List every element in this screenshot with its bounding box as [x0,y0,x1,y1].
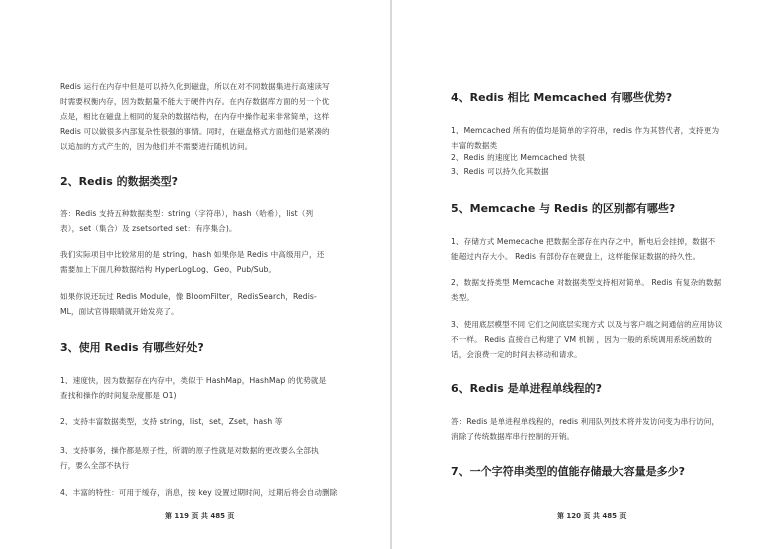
section-3-paragraph-2: 2、支持丰富数据类型，支持 string，list，set，Zset，hash 等 [60,417,283,426]
page-number-footer: 第 120 页 共 485 页 [557,512,627,520]
section-6-heading: 6、Redis 是单进程单线程的? [451,382,602,395]
section-4-paragraph-1: 1、Memcached 所有的值均是简单的字符串，redis 作为其替代者，支持更为丰富的数据类 [451,126,720,150]
section-2-paragraph-3: 如果你说还玩过 Redis Module，像 BloomFilter，RedisSearch，Redis-ML，面试官得眼睛就开始发亮了。 [60,292,317,316]
section-2-heading: 2、Redis 的数据类型? [60,175,178,188]
section-5-paragraph-1: 1、存储方式 Memecache 把数据全部存在内存之中，断电后会挂掉，数据不能超过内存大小。 Redis 有部份存在硬盘上，这样能保证数据的持久性。 [451,237,716,261]
section-4-heading: 4、Redis 相比 Memcached 有哪些优势? [451,91,673,104]
section-7-heading: 7、一个字符串类型的值能存储最大容量是多少? [451,465,686,478]
page-number-footer: 第 119 页 共 485 页 [165,512,235,520]
section-4-paragraph-3: 3、Redis 可以持久化其数据 [451,167,549,176]
section-3-heading: 3、使用 Redis 有哪些好处? [60,341,204,354]
section-2-paragraph-1: 答：Redis 支持五种数据类型：string（字符串），hash（哈希），list（列表），set（集合）及 zsetsorted set：有序集合)。 [60,209,314,233]
section-6-paragraph-1: 答：Redis 是单进程单线程的，redis 利用队列技术将并发访问变为串行访问，消除了传统数据库串行控制的开销。 [451,417,720,441]
right-page [392,0,784,549]
intro-paragraph: Redis 运行在内存中但是可以持久化到磁盘，所以在对不同数据集进行高速读写时需要权衡内存，因为数据量不能大于硬件内存。在内存数据库方面的另一个优点是，相比在磁盘上相同的复杂的数据结构，在内存中操作起来非常简单，这样 Redis 可以做很多内部复杂性很强的事情。同时，在磁盘格式方面他们是紧凑的以追加的方式产生的，因为他们并不需要进行随机访问。 [60,82,330,151]
section-5-heading: 5、Memcache 与 Redis 的区别都有哪些? [451,202,676,215]
section-3-paragraph-4: 4、丰富的特性：可用于缓存，消息，按 key 设置过期时间，过期后将会自动删除 [60,488,338,497]
section-5-paragraph-3: 3、使用底层模型不同 它们之间底层实现方式 以及与客户端之间通信的应用协议不一样。 Redis 直接自己构建了 VM 机制 ，因为一般的系统调用系统函数的话，会浪费一定的时间去移动和请求。 [451,320,723,359]
section-3-paragraph-1: 1、速度快，因为数据存在内存中，类似于 HashMap，HashMap 的优势就是查找和操作的时间复杂度都是 O1) [60,376,327,400]
left-page [0,0,390,549]
section-3-paragraph-3: 3、支持事务，操作都是原子性，所谓的原子性就是对数据的更改要么全部执行，要么全部不执行 [60,446,319,470]
section-4-paragraph-2: 2、Redis 的速度比 Memcached 快很 [451,153,586,162]
section-5-paragraph-2: 2、数据支持类型 Memcache 对数据类型支持相对简单。 Redis 有复杂的数据类型。 [451,278,722,302]
section-2-paragraph-2: 我们实际项目中比较常用的是 string，hash 如果你是 Redis 中高级用户，还需要加上下面几种数据结构 HyperLogLog、Geo、Pub/Sub。 [60,250,325,274]
